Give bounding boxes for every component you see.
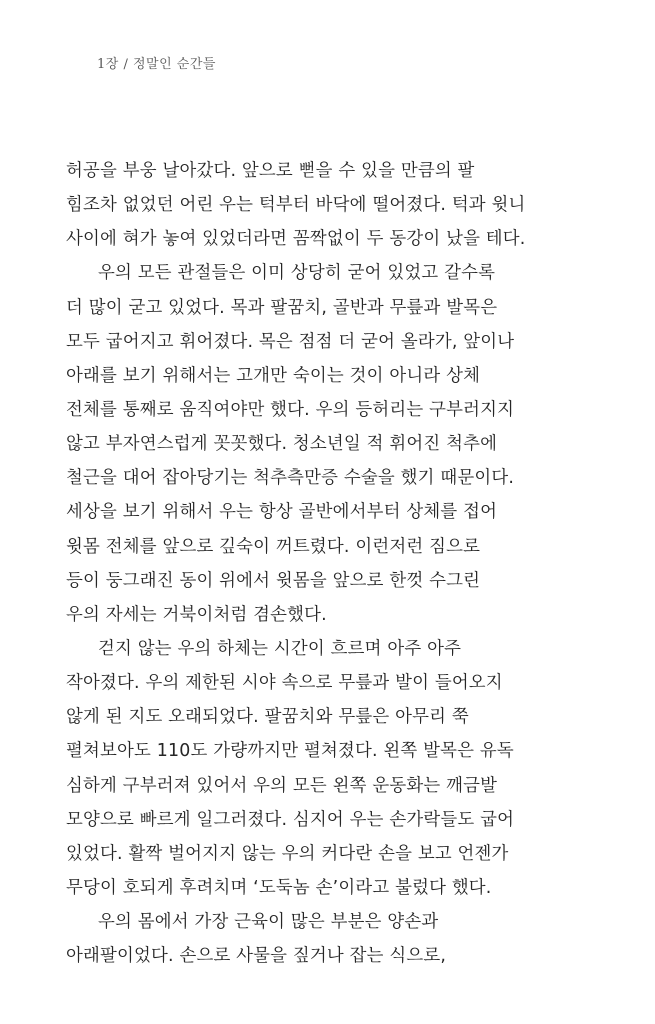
text-line: 전체를 통째로 움직여야만 했다. 우의 등허리는 구부러지지 (66, 399, 515, 420)
paragraph-start-line: 우의 모든 관절들은 이미 상당히 굳어 있었고 갈수록 (98, 263, 496, 284)
text-line: 철근을 대어 잡아당기는 척추측만증 수술을 했기 때문이다. (66, 468, 515, 489)
text-line: 모양으로 빠르게 일그러졌다. 심지어 우는 손가락들도 굽어 (66, 809, 515, 830)
text-line: 힘조차 없었던 어린 우는 턱부터 바닥에 떨어졌다. 턱과 윗니 (66, 195, 526, 216)
text-line: 윗몸 전체를 앞으로 깊숙이 꺼트렸다. 이런저런 짐으로 (66, 536, 481, 557)
text-line: 세상을 보기 위해서 우는 항상 골반에서부터 상체를 접어 (66, 502, 498, 523)
text-line: 않게 된 지도 오래되었다. 팔꿈치와 무릎은 아무리 쭉 (66, 707, 469, 728)
body-text (66, 154, 546, 973)
text-line: 사이에 혀가 놓여 있었더라면 꼼짝없이 두 동강이 났을 테다. (66, 229, 526, 250)
text-line: 펼쳐보아도 110도 가량까지만 펼쳐졌다. 왼쪽 발목은 유독 (66, 741, 514, 762)
text-line: 작아졌다. 우의 제한된 시야 속으로 무릎과 발이 들어오지 (66, 673, 503, 694)
text-line: 더 많이 굳고 있었다. 목과 팔꿈치, 골반과 무릎과 발목은 (66, 297, 498, 318)
text-line: 심하게 구부러져 있어서 우의 모든 왼쪽 운동화는 깨금발 (66, 775, 498, 796)
paragraph-start-line: 우의 몸에서 가장 근육이 많은 부분은 양손과 (98, 912, 439, 933)
text-line: 않고 부자연스럽게 꼿꼿했다. 청소년일 적 휘어진 척추에 (66, 434, 498, 455)
text-line: 있었다. 활짝 벌어지지 않는 우의 커다란 손을 보고 언젠가 (66, 843, 509, 864)
running-header: 1장 / 정말인 순간들 (97, 57, 216, 72)
text-line: 모두 굽어지고 휘어졌다. 목은 점점 더 굳어 올라가, 앞이나 (66, 331, 515, 352)
text-line: 무당이 호되게 후려치며 ‘도둑놈 손’이라고 불렀다 했다. (66, 877, 492, 898)
text-line: 등이 둥그래진 동이 위에서 윗몸을 앞으로 한껏 수그린 (66, 570, 481, 591)
text-line: 아래팔이었다. 손으로 사물을 짚거나 잡는 식으로, (66, 946, 447, 967)
text-line: 우의 자세는 거북이처럼 겸손했다. (66, 604, 327, 625)
text-line: 허공을 부웅 날아갔다. 앞으로 뻗을 수 있을 만큼의 팔 (66, 161, 475, 181)
paragraph-start-line: 걷지 않는 우의 하체는 시간이 흐르며 아주 아주 (98, 638, 462, 659)
text-line: 아래를 보기 위해서는 고개만 숙이는 것이 아니라 상체 (66, 365, 481, 386)
